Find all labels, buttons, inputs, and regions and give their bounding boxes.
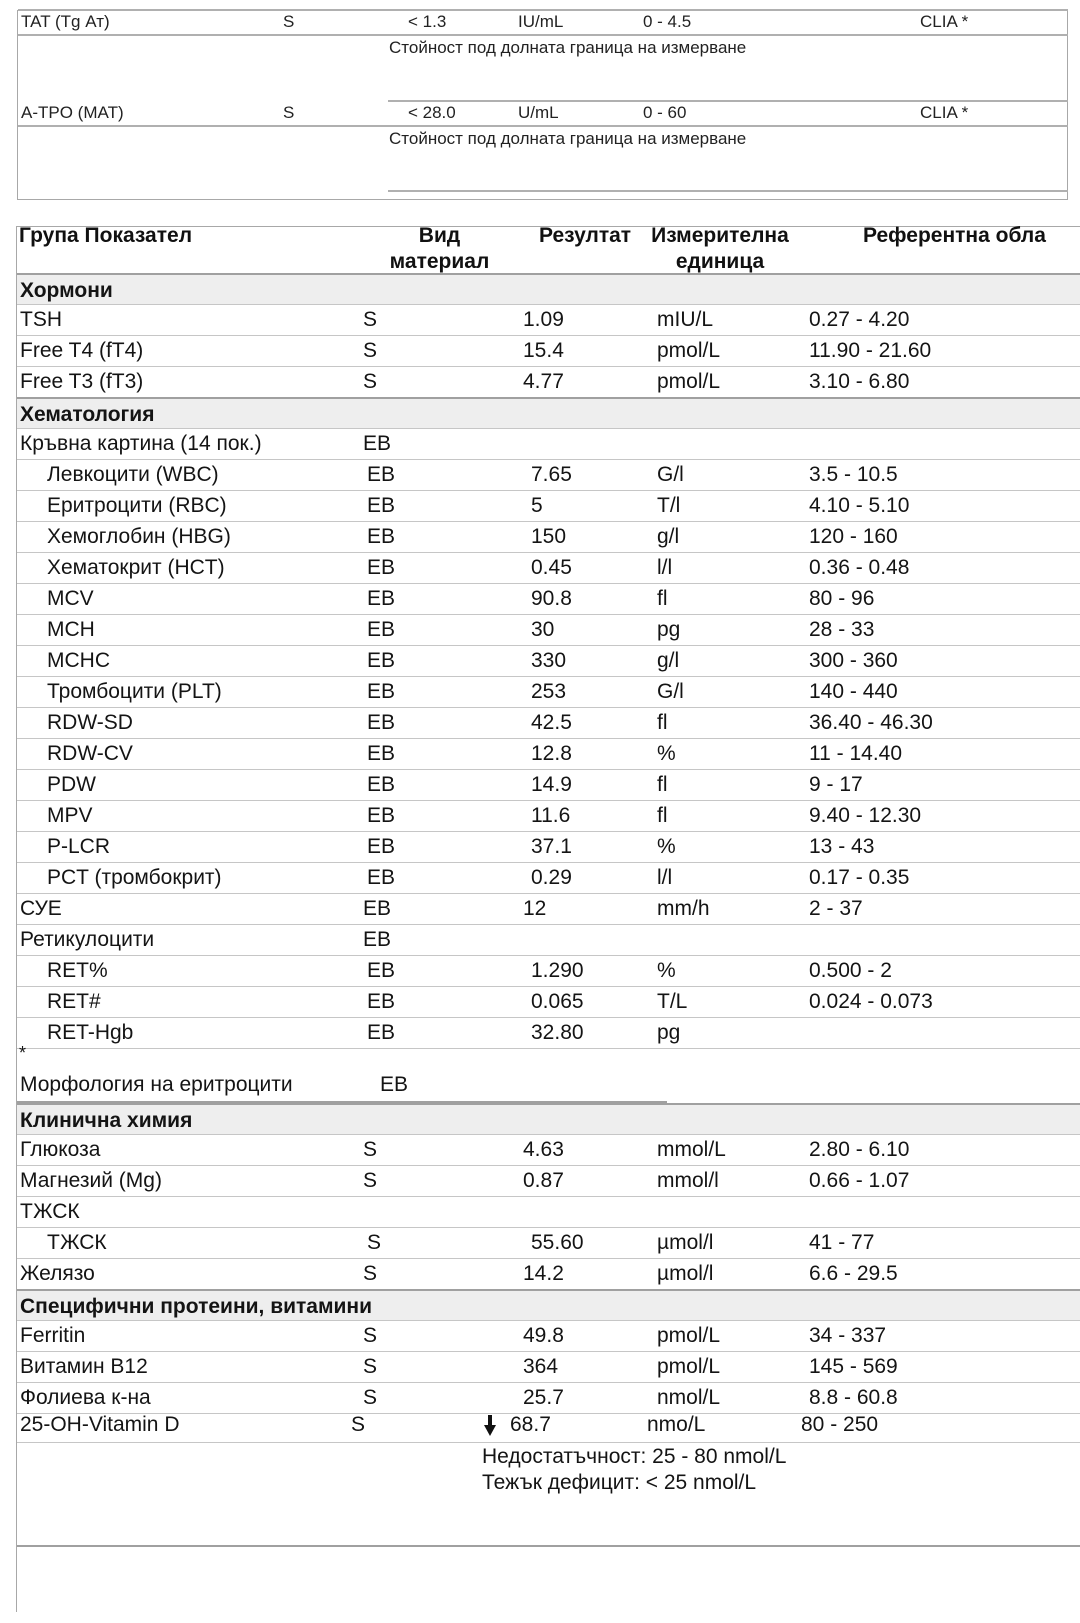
results-table	[16, 226, 1080, 1612]
footnote-star: *	[19, 1043, 27, 1063]
table-row	[17, 459, 1080, 491]
cell-name: RDW-SD	[47, 711, 133, 734]
cell-material: EB	[367, 1021, 396, 1044]
cell-result: 15.4	[523, 339, 564, 362]
cell-result: 7.65	[531, 463, 572, 486]
morphology-name: Морфология на еритроцити	[20, 1073, 293, 1096]
cell-material: EB	[367, 773, 396, 796]
cell-ref: 3.5 - 10.5	[809, 463, 898, 486]
prev-result: < 1.3	[408, 12, 447, 31]
cell-name: Фолиева к-на	[20, 1386, 151, 1409]
group-header-row	[17, 397, 1080, 429]
morphology-material: EB	[380, 1073, 409, 1096]
group-header-row	[17, 273, 1080, 305]
group-header-row	[17, 1289, 1080, 1321]
cell-result: 253	[531, 680, 567, 703]
table-row	[17, 614, 1080, 646]
prev-ref: 0 - 60	[643, 103, 687, 122]
cell-ref: 80 - 96	[809, 587, 875, 610]
cell-unit: %	[657, 959, 676, 982]
cell-result: 1.290	[531, 959, 584, 982]
cell-unit: pmol/L	[657, 1324, 721, 1347]
cell-name: RET-Hgb	[47, 1021, 134, 1044]
cell-unit: l/l	[657, 556, 673, 579]
table-row	[17, 1017, 1080, 1049]
cell-ref: 34 - 337	[809, 1324, 887, 1347]
cell-name: MPV	[47, 804, 93, 827]
table-row	[17, 335, 1080, 367]
cell-unit: G/l	[657, 463, 684, 486]
table-row	[17, 1196, 1080, 1228]
cell-name: PDW	[47, 773, 96, 796]
cell-result: 12.8	[531, 742, 572, 765]
cell-unit: %	[657, 742, 676, 765]
prev-unit: IU/mL	[518, 12, 564, 31]
cell-ref: 11 - 14.40	[809, 742, 903, 765]
cell-result: 42.5	[531, 711, 572, 734]
vitamin-d-row	[17, 1409, 1080, 1443]
cell-material: EB	[367, 835, 396, 858]
divider	[388, 190, 1068, 192]
cell-unit: pg	[657, 618, 681, 641]
cell-result: 5	[531, 494, 543, 517]
cell-material: S	[363, 1262, 378, 1285]
cell-ref: 0.500 - 2	[809, 959, 892, 982]
divider	[18, 9, 1068, 11]
cell-result: 30	[531, 618, 555, 641]
cell-unit: nmo/L	[647, 1413, 706, 1436]
cell-result: 14.2	[523, 1262, 564, 1285]
table-row	[17, 428, 1080, 460]
prev-result: < 28.0	[408, 103, 456, 122]
cell-result: 49.8	[523, 1324, 564, 1347]
cell-ref: 13 - 43	[809, 835, 875, 858]
cell-ref: 140 - 440	[809, 680, 898, 703]
cell-ref: 8.8 - 60.8	[809, 1386, 898, 1409]
cell-material: EB	[367, 680, 396, 703]
cell-name: 25-OH-Vitamin D	[20, 1413, 180, 1436]
cell-material: EB	[367, 463, 396, 486]
cell-name: Кръвна картина (14 пок.)	[20, 432, 262, 455]
cell-ref: 28 - 33	[809, 618, 875, 641]
cell-material: S	[363, 1138, 378, 1161]
prev-method: CLIA *	[920, 12, 969, 31]
table-row	[17, 521, 1080, 553]
prev-note: Стойност под долната граница на измерване	[389, 38, 747, 57]
cell-name: Клинична химия	[20, 1109, 193, 1132]
header-ref: Референтна обла	[863, 224, 1046, 247]
cell-name: Хормони	[20, 279, 113, 302]
cell-material: EB	[363, 432, 392, 455]
cell-ref: 300 - 360	[809, 649, 898, 672]
cell-name: Специфични протеини, витамини	[20, 1295, 373, 1318]
cell-result: 0.45	[531, 556, 572, 579]
cell-material: EB	[367, 959, 396, 982]
cell-result: 14.9	[531, 773, 572, 796]
cell-material: S	[363, 308, 378, 331]
cell-name: RET#	[47, 990, 101, 1013]
cell-unit: pmol/L	[657, 1355, 721, 1378]
cell-material: S	[363, 1169, 378, 1192]
cell-unit: l/l	[657, 866, 673, 889]
cell-material: EB	[363, 928, 392, 951]
cell-unit: µmol/l	[657, 1231, 714, 1254]
cell-unit: G/l	[657, 680, 684, 703]
table-row	[17, 738, 1080, 770]
prev-material: S	[283, 103, 295, 122]
cell-ref: 3.10 - 6.80	[809, 370, 910, 393]
cell-material: EB	[367, 525, 396, 548]
low-arrow-icon	[483, 1413, 497, 1443]
cell-ref: 0.36 - 0.48	[809, 556, 910, 579]
header-material-line1: Вид	[418, 224, 461, 247]
cell-material: S	[363, 1386, 378, 1409]
cell-ref: 0.17 - 0.35	[809, 866, 910, 889]
prev-unit: U/mL	[518, 103, 559, 122]
cell-material: EB	[367, 990, 396, 1013]
cell-material: EB	[367, 618, 396, 641]
cell-unit: fl	[657, 587, 668, 610]
table-row	[17, 769, 1080, 801]
cell-name: P-LCR	[47, 835, 111, 858]
cell-unit: fl	[657, 773, 668, 796]
cell-result: 4.77	[523, 370, 564, 393]
cell-unit: nmol/L	[657, 1386, 721, 1409]
cell-result: 0.29	[531, 866, 572, 889]
cell-material: EB	[367, 556, 396, 579]
header-material	[387, 223, 492, 275]
cell-unit: pmol/L	[657, 370, 721, 393]
cell-unit: µmol/l	[657, 1262, 714, 1285]
cell-ref: 36.40 - 46.30	[809, 711, 933, 734]
cell-name: Тромбоцити (PLT)	[47, 680, 222, 703]
divider	[18, 34, 1068, 36]
cell-name: ТЖСК	[20, 1200, 80, 1223]
cell-result: 32.80	[531, 1021, 584, 1044]
cell-name: СУЕ	[20, 897, 62, 920]
cell-ref: 0.27 - 4.20	[809, 308, 910, 331]
cell-name: PCT (тромбокрит)	[47, 866, 222, 889]
cell-name: Еритроцити (RBC)	[47, 494, 227, 517]
group-header-row	[17, 1103, 1080, 1135]
cell-ref: 0.024 - 0.073	[809, 990, 933, 1013]
previous-results-box	[17, 10, 1068, 200]
cell-material: EB	[367, 804, 396, 827]
cell-name: TSH	[20, 308, 62, 331]
table-row	[17, 1351, 1080, 1383]
prev-material: S	[283, 12, 295, 31]
cell-material: EB	[367, 587, 396, 610]
cell-material: EB	[367, 742, 396, 765]
header-group: Група Показател	[19, 224, 193, 247]
table-row	[17, 583, 1080, 615]
cell-ref: 2 - 37	[809, 897, 863, 920]
divider	[18, 125, 1068, 127]
vitamin-d-note: Тежък дефицит: < 25 nmol/L	[482, 1471, 757, 1494]
cell-result: 90.8	[531, 587, 572, 610]
cell-name: RET%	[47, 959, 108, 982]
cell-ref: 41 - 77	[809, 1231, 875, 1254]
table-row	[17, 862, 1080, 894]
cut-off-heading	[18, 0, 1080, 6]
cell-material: S	[367, 1231, 382, 1254]
cell-result: 55.60	[531, 1231, 584, 1254]
cell-unit: fl	[657, 711, 668, 734]
cell-ref: 4.10 - 5.10	[809, 494, 910, 517]
cell-result: 68.7	[510, 1413, 551, 1436]
cell-name: ТЖСК	[47, 1231, 107, 1254]
cell-unit: pmol/L	[657, 339, 721, 362]
cell-name: Хематокрит (HCT)	[47, 556, 225, 579]
prev-name: TAT (Tg Ат)	[21, 12, 110, 31]
cell-material: S	[363, 370, 378, 393]
cell-name: MCHC	[47, 649, 110, 672]
cell-ref: 80 - 250	[801, 1413, 879, 1436]
cell-unit: pg	[657, 1021, 681, 1044]
table-row	[17, 800, 1080, 832]
vitamin-d-note: Недостатъчност: 25 - 80 nmol/L	[482, 1445, 787, 1468]
cell-ref: 0.66 - 1.07	[809, 1169, 910, 1192]
table-row	[17, 1134, 1080, 1166]
cell-unit: mIU/L	[657, 308, 714, 331]
header-unit-line1: Измерителна	[651, 224, 789, 247]
cell-result: 11.6	[531, 804, 571, 827]
cell-name: Free T3 (fT3)	[20, 370, 144, 393]
table-row	[17, 645, 1080, 677]
cell-material: EB	[367, 494, 396, 517]
cell-result: 37.1	[531, 835, 572, 858]
cell-material: S	[363, 1324, 378, 1347]
header-unit	[645, 223, 795, 275]
cell-name: RDW-CV	[47, 742, 133, 765]
cell-unit: mmol/L	[657, 1138, 726, 1161]
cell-name: Free T4 (fT4)	[20, 339, 144, 362]
cell-unit: mm/h	[657, 897, 710, 920]
cell-result: 12	[523, 897, 547, 920]
cell-material: EB	[367, 649, 396, 672]
cell-ref: 145 - 569	[809, 1355, 898, 1378]
table-row	[17, 893, 1080, 925]
cell-material: EB	[363, 897, 392, 920]
table-row	[17, 924, 1080, 956]
cell-result: 4.63	[523, 1138, 564, 1161]
cell-name: Ferritin	[20, 1324, 86, 1347]
table-row	[17, 366, 1080, 398]
cell-unit: %	[657, 835, 676, 858]
cell-unit: fl	[657, 804, 668, 827]
cell-result: 1.09	[523, 308, 564, 331]
cell-ref: 9 - 17	[809, 773, 863, 796]
table-row	[17, 955, 1080, 987]
table-row	[17, 1227, 1080, 1259]
cell-ref: 11.90 - 21.60	[809, 339, 932, 362]
prev-ref: 0 - 4.5	[643, 12, 692, 31]
cell-unit: g/l	[657, 649, 680, 672]
cell-ref: 9.40 - 12.30	[809, 804, 922, 827]
table-row	[17, 1320, 1080, 1352]
cell-material: S	[351, 1413, 366, 1436]
header-material-line2: материал	[389, 250, 490, 273]
cell-material: S	[363, 1355, 378, 1378]
cell-unit: mmol/l	[657, 1169, 719, 1192]
table-row	[17, 986, 1080, 1018]
cell-name: MCV	[47, 587, 94, 610]
cell-name: Магнезий (Mg)	[20, 1169, 162, 1192]
cell-name: Ретикулоцити	[20, 928, 155, 951]
cell-name: Хематология	[20, 403, 155, 426]
prev-method: CLIA *	[920, 103, 969, 122]
cell-result: 0.87	[523, 1169, 564, 1192]
cell-name: Глюкоза	[20, 1138, 101, 1161]
table-row	[17, 304, 1080, 336]
table-row	[17, 676, 1080, 708]
table-row	[17, 490, 1080, 522]
cell-unit: T/L	[657, 990, 688, 1013]
cell-unit: g/l	[657, 525, 680, 548]
cell-material: EB	[367, 866, 396, 889]
cell-material: S	[363, 339, 378, 362]
cell-result: 0.065	[531, 990, 584, 1013]
table-row	[17, 552, 1080, 584]
cell-result: 330	[531, 649, 567, 672]
cell-ref: 6.6 - 29.5	[809, 1262, 898, 1285]
cell-name: Хемоглобин (HBG)	[47, 525, 231, 548]
cell-name: Витамин В12	[20, 1355, 148, 1378]
divider	[17, 1545, 1080, 1547]
cell-name: Левкоцити (WBC)	[47, 463, 219, 486]
prev-name: A-TPO (MAT)	[21, 103, 124, 122]
cell-name: Желязо	[20, 1262, 95, 1285]
table-row	[17, 707, 1080, 739]
cell-ref: 2.80 - 6.10	[809, 1138, 910, 1161]
header-result: Резултат	[539, 224, 632, 247]
cell-result: 25.7	[523, 1386, 564, 1409]
cell-name: MCH	[47, 618, 95, 641]
header-unit-line2: единица	[675, 250, 765, 273]
prev-note: Стойност под долната граница на измерване	[389, 129, 747, 148]
cell-result: 364	[523, 1355, 559, 1378]
cell-unit: T/l	[657, 494, 681, 517]
cell-ref: 120 - 160	[809, 525, 898, 548]
cell-material: EB	[367, 711, 396, 734]
divider	[388, 100, 1068, 102]
cell-result: 150	[531, 525, 567, 548]
table-row	[17, 831, 1080, 863]
table-row	[17, 1258, 1080, 1290]
table-row	[17, 1165, 1080, 1197]
